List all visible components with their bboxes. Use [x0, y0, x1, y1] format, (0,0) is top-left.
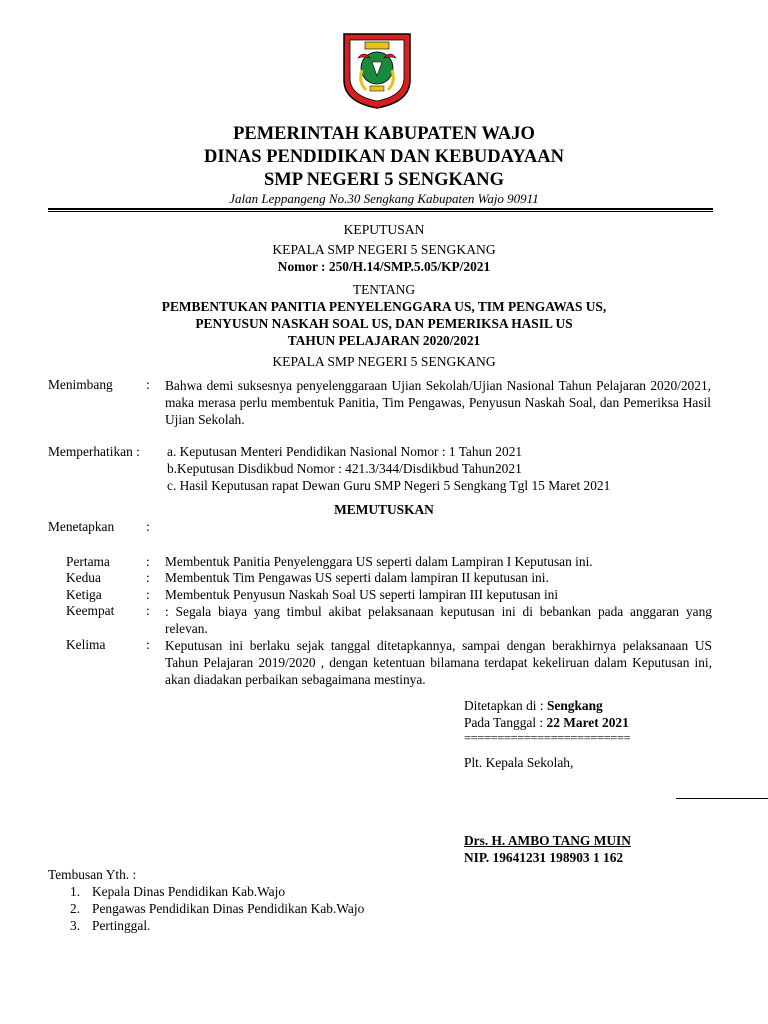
- decision-colon: :: [146, 603, 150, 618]
- header-divider-thin: [48, 211, 713, 212]
- decision-text: Membentuk Tim Pengawas US seperti dalam lampiran II keputusan ini.: [165, 570, 549, 585]
- decision-label: Keempat: [66, 603, 115, 618]
- tembusan-item: Pertinggal.: [92, 918, 151, 933]
- title-nomor: Nomor : 250/H.14/SMP.5.05/KP/2021: [277, 259, 491, 274]
- decision-colon: :: [146, 570, 150, 585]
- memutuskan-heading: MEMUTUSKAN: [334, 502, 434, 517]
- decision-colon: :: [146, 554, 150, 569]
- memperhatikan-item-c: c. Hasil Keputusan rapat Dewan Guru SMP Negeri 5 Sengkang Tgl 15 Maret 2021: [167, 478, 611, 493]
- title-keputusan: KEPUTUSAN: [343, 222, 425, 237]
- memperhatikan-item-a: a. Keputusan Menteri Pendidikan Nasional Nomor : 1 Tahun 2021: [167, 444, 523, 459]
- decision-text: Membentuk Panitia Penyelenggara US seperti dalam Lampiran I Keputusan ini.: [165, 554, 593, 569]
- decision-text: : Segala biaya yang timbul akibat pelaksanaan keputusan ini di bebankan pada anggaran yang relevan.: [165, 604, 712, 636]
- title-kepala: KEPALA SMP NEGERI 5 SENGKANG: [272, 242, 496, 257]
- ditetapkan-value: Sengkang: [546, 698, 603, 713]
- decision-label: Pertama: [66, 554, 110, 569]
- decision-label: Ketiga: [66, 587, 102, 602]
- tembusan-number: 3.: [70, 918, 81, 933]
- signature-position: Plt. Kepala Sekolah,: [464, 755, 574, 770]
- tanggal-label: Pada Tanggal :: [464, 715, 547, 730]
- menimbang-text: Bahwa demi suksesnya penyelenggaraan Ujian Sekolah/Ujian Nasional Tahun Pelajaran 2020/2021, maka merasa perlu membentuk Panitia, Tim Pengawas, Penyusun Naskah Soal, dan Pemeriksa Hasil Ujian Sekolah.: [165, 378, 711, 427]
- memperhatikan-item-b: b.Keputusan Disdikbud Nomor : 421.3/344/Disdikbud Tahun2021: [167, 461, 522, 476]
- decision-text: Membentuk Penyusun Naskah Soal US seperti lampiran III keputusan ini: [165, 587, 559, 602]
- tembusan-label: Tembusan Yth. :: [48, 867, 137, 882]
- signature-separator: =========================: [464, 731, 631, 745]
- decision-colon: :: [146, 637, 150, 652]
- title-tentang: TENTANG: [352, 282, 416, 297]
- ditetapkan-label: Ditetapkan di :: [464, 698, 547, 713]
- decision-label: Kedua: [66, 570, 101, 585]
- signatory-name: Drs. H. AMBO TANG MUIN: [464, 833, 631, 848]
- decision-colon: :: [146, 587, 150, 602]
- header-department: DINAS PENDIDIKAN DAN KEBUDAYAAN: [204, 147, 564, 167]
- header-address: Jalan Leppangeng No.30 Sengkang Kabupaten Wajo 90911: [229, 191, 539, 206]
- signatory-nip: NIP. 19641231 198903 1 162: [464, 850, 624, 865]
- memperhatikan-label: Memperhatikan :: [48, 444, 140, 459]
- decision-text: Keputusan ini berlaku sejak tanggal ditetapkannya, sampai dengan berakhirnya pelaksanaan US Tahun Pelajaran 2019/2020 , dengan ketentuan bilamana terdapat kekeliruan dalam Keputusan ini, akan diadakan perbaikan sebagaimana mestinya.: [165, 638, 712, 687]
- tembusan-number: 2.: [70, 901, 81, 916]
- regency-emblem-logo: [340, 30, 414, 110]
- menimbang-label: Menimbang: [48, 377, 113, 392]
- tembusan-number: 1.: [70, 884, 81, 899]
- menetapkan-label: Menetapkan: [48, 519, 115, 534]
- tanggal-line: [464, 715, 629, 731]
- decision-label: Kelima: [66, 637, 106, 652]
- title-kepala-2: KEPALA SMP NEGERI 5 SENGKANG: [272, 354, 496, 369]
- signature-line: [676, 798, 768, 799]
- header-government: PEMERINTAH KABUPATEN WAJO: [233, 124, 535, 144]
- ditetapkan-line: [464, 698, 603, 714]
- tanggal-value: 22 Maret 2021: [546, 715, 629, 730]
- title-subject-2: PENYUSUN NASKAH SOAL US, DAN PEMERIKSA HASIL US: [195, 316, 573, 331]
- tembusan-item: Kepala Dinas Pendidikan Kab.Wajo: [92, 884, 286, 899]
- header-school: SMP NEGERI 5 SENGKANG: [263, 170, 505, 190]
- title-subject-3: TAHUN PELAJARAN 2020/2021: [287, 333, 481, 348]
- tembusan-item: Pengawas Pendidikan Dinas Pendidikan Kab.Wajo: [92, 901, 365, 916]
- menimbang-colon: :: [146, 377, 150, 392]
- menetapkan-colon: :: [146, 519, 150, 534]
- title-subject-1: PEMBENTUKAN PANITIA PENYELENGGARA US, TIM PENGAWAS US,: [161, 299, 607, 314]
- header-divider-thick: [48, 208, 713, 210]
